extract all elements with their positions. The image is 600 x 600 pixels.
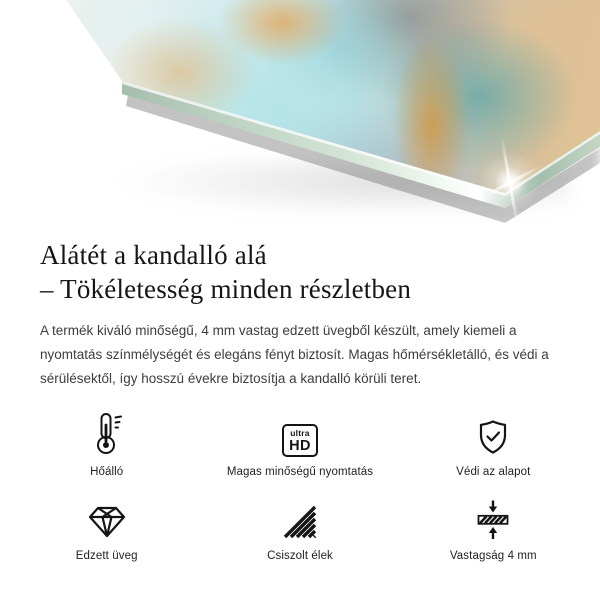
- shield-check-icon: [473, 411, 513, 457]
- page-title: [40, 238, 560, 306]
- feature-thickness: [397, 495, 590, 562]
- feature-polished-edges: [203, 495, 396, 562]
- feature-label: Hőálló: [90, 466, 124, 478]
- ultra-hd-icon: [282, 411, 318, 457]
- product-image: [0, 0, 600, 228]
- feature-label: Csiszolt élek: [267, 550, 333, 562]
- thermometer-icon: [91, 411, 122, 457]
- ultra-hd-badge: ultra HD: [282, 424, 318, 457]
- thickness-arrows-icon: [473, 495, 513, 541]
- feature-grid: [0, 411, 600, 562]
- headline-line1: Alátét a kandalló alá: [40, 240, 267, 270]
- diamond-icon: [86, 495, 128, 541]
- feature-protects-base: [397, 411, 590, 478]
- feature-heat-resistant: [10, 411, 203, 478]
- feature-label: Edzett üveg: [75, 550, 138, 562]
- headline-line2: – Tökéletesség minden részletben: [40, 274, 412, 304]
- product-description-text: A termék kiváló minőségű, 4 mm vastag edzett üvegből készült, amely kiemeli a nyomtatás színmélységét és elegáns fényt biztosít. Magas hőmérsékletálló, és védi a sérülésektől, így hosszú évekre biztosítja a kandalló körüli teret.: [40, 323, 549, 386]
- feature-label: Vastagság 4 mm: [449, 550, 537, 562]
- feature-tempered-glass: [10, 495, 203, 562]
- feature-print-quality: [203, 411, 396, 478]
- feature-label: Magas minőségű nyomtatás: [226, 466, 374, 478]
- product-description-section: [0, 228, 600, 391]
- feature-label: Védi az alapot: [456, 466, 531, 478]
- sparkle-flare-icon: [468, 140, 552, 224]
- polished-edges-icon: [281, 495, 319, 541]
